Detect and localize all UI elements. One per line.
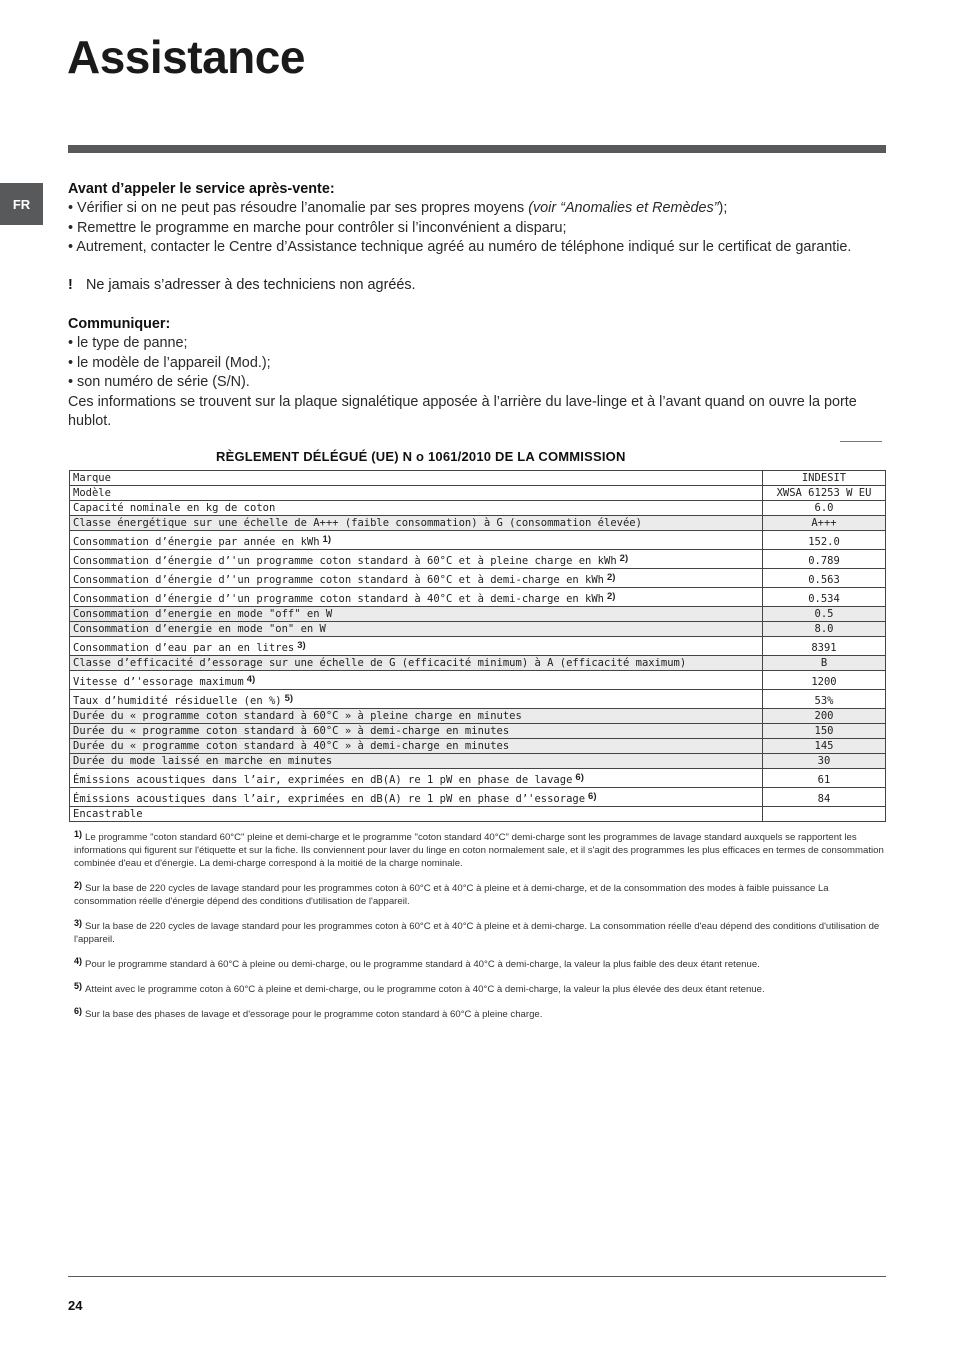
before-calling-item: [68, 199, 886, 218]
spec-label-text: Taux d’humidité résiduelle (en %): [73, 695, 282, 707]
footnote-number: 2): [74, 880, 83, 890]
spec-label: [70, 788, 763, 807]
table-row: [70, 739, 886, 754]
communicate-item: • le type de panne;: [68, 335, 188, 352]
spec-value: 30: [763, 754, 886, 769]
table-row: [70, 501, 886, 516]
table-row: [70, 754, 886, 769]
table-row: [70, 607, 886, 622]
spec-label: [70, 637, 763, 656]
spec-label: [70, 486, 763, 501]
item-text: • Vérifier si on ne peut pas résoudre l’anomalie par ses propres moyens: [68, 200, 529, 217]
footnote-ref: 5): [284, 693, 294, 704]
table-row: [70, 569, 886, 588]
spec-label: [70, 739, 763, 754]
table-row: [70, 516, 886, 531]
table-row: [70, 690, 886, 709]
page-number: 24: [68, 1298, 83, 1313]
spec-value: 6.0: [763, 501, 886, 516]
spec-label: [70, 569, 763, 588]
spec-label: [70, 769, 763, 788]
footnote-number: 3): [74, 918, 83, 928]
table-row: [70, 637, 886, 656]
table-row: [70, 724, 886, 739]
spec-value: 0.789: [763, 550, 886, 569]
spec-label: [70, 471, 763, 486]
footnote-text: Pour le programme standard à 60°C à pleine ou demi-charge, ou le programme standard à 40°C à demi-charge, la valeur la plus faible des deux étant retenue.: [85, 959, 760, 970]
warning-text: Ne jamais s’adresser à des techniciens non agréés.: [86, 277, 416, 293]
footnote: [74, 958, 884, 971]
warning-note: [68, 276, 416, 295]
footnote-ref: 3): [297, 640, 306, 651]
table-row: [70, 709, 886, 724]
spec-label: [70, 550, 763, 569]
footnote-ref: 1): [322, 534, 331, 545]
spec-label-text: Consommation d’énergie d’'un programme coton standard à 60°C et à pleine charge en kWh: [73, 555, 617, 567]
spec-label-text: Encastrable: [73, 808, 143, 820]
spec-label: [70, 754, 763, 769]
spec-label: [70, 622, 763, 637]
table-row: [70, 769, 886, 788]
spec-label: [70, 671, 763, 690]
item-reference: (voir “Anomalies et Remèdes”: [528, 200, 719, 217]
communicate-item: • son numéro de série (S/N).: [68, 374, 250, 391]
table-row: [70, 550, 886, 569]
footnote-number: 4): [74, 956, 83, 966]
spec-label-text: Consommation d’énergie par année en kWh: [73, 536, 320, 548]
regulation-title: RÈGLEMENT DÉLÉGUÉ (UE) N o 1061/2010 DE LA COMMISSION: [216, 449, 626, 464]
before-calling-item: • Remettre le programme en marche pour contrôler si l’inconvénient a disparu;: [68, 219, 567, 236]
spec-label-text: Marque: [73, 472, 111, 484]
footnote: [74, 1008, 884, 1021]
page-title: Assistance: [67, 31, 305, 83]
communicate-heading: Communiquer:: [68, 316, 171, 332]
spec-value: 0.563: [763, 569, 886, 588]
spec-value: 53%: [763, 690, 886, 709]
footnote-text: Sur la base des phases de lavage et d'essorage pour le programme coton standard à 60°C à pleine charge.: [85, 1009, 543, 1020]
spec-label: [70, 724, 763, 739]
item-text-end: );: [718, 200, 728, 217]
spec-label-text: Durée du « programme coton standard à 60°C » à demi-charge en minutes: [73, 725, 510, 737]
footnote-ref: 2): [607, 572, 616, 583]
before-calling-heading: Avant d’appeler le service après-vente:: [68, 181, 335, 197]
spec-value: XWSA 61253 W EU: [763, 486, 886, 501]
spec-label: [70, 516, 763, 531]
title-divider: [68, 145, 886, 153]
spec-value: 8.0: [763, 622, 886, 637]
spec-label: [70, 501, 763, 516]
footnotes: [74, 831, 884, 1033]
footnote-number: 1): [74, 829, 83, 839]
spec-label-text: Émissions acoustiques dans l’air, exprimées en dB(A) re 1 pW en phase d’'essorage: [73, 793, 586, 805]
spec-label: [70, 807, 763, 822]
spec-label: [70, 656, 763, 671]
spec-label-text: Durée du « programme coton standard à 60°C » à pleine charge en minutes: [73, 710, 522, 722]
spec-value: 0.534: [763, 588, 886, 607]
footnote: [74, 983, 884, 996]
spec-label-text: Consommation d’energie en mode "off" en W: [73, 608, 333, 620]
spec-label-text: Consommation d’eau par an en litres: [73, 642, 295, 654]
table-row: [70, 486, 886, 501]
spec-label-text: Durée du « programme coton standard à 40°C » à demi-charge en minutes: [73, 740, 510, 752]
footnote: [74, 920, 884, 946]
spec-label-text: Consommation d’énergie d’'un programme coton standard à 60°C et à demi-charge en kWh: [73, 574, 605, 586]
spec-value: 200: [763, 709, 886, 724]
spec-value: [763, 807, 886, 822]
footnote-ref: 2): [607, 591, 616, 602]
spec-label-text: Émissions acoustiques dans l’air, exprimées en dB(A) re 1 pW en phase de lavage: [73, 774, 573, 786]
table-row: [70, 471, 886, 486]
spec-label-text: Modèle: [73, 487, 111, 499]
spec-label-text: Consommation d’energie en mode "on" en W: [73, 623, 326, 635]
footnote-text: Sur la base de 220 cycles de lavage standard pour les programmes coton à 60°C et à 40°C à pleine et à demi-charge, et de la consommation des modes à faible puissance La consommation réelle d'énergie dépend des conditions d'utilisation de l'appareil.: [74, 883, 829, 907]
spec-label-text: Durée du mode laissé en marche en minutes: [73, 755, 333, 767]
spec-value: 1200: [763, 671, 886, 690]
spec-label: [70, 531, 763, 550]
spec-label-text: Consommation d’énergie d’'un programme coton standard à 40°C et à demi-charge en kWh: [73, 593, 605, 605]
spec-value: 0.5: [763, 607, 886, 622]
footnote-ref: 2): [619, 553, 629, 564]
spec-label: [70, 690, 763, 709]
footnote-ref: 6): [588, 791, 597, 802]
spec-value: 8391: [763, 637, 886, 656]
spec-label: [70, 607, 763, 622]
spec-label-text: Classe d’efficacité d’essorage sur une échelle de G (efficacité minimum) à A (efficacité maximum): [73, 657, 687, 669]
spec-value: 150: [763, 724, 886, 739]
before-calling-section: [68, 180, 886, 258]
footnote-text: Le programme "coton standard 60°C" pleine et demi-charge et le programme "coton standard 40°C" demi-charge sont les programmes de lavage standard auxquels se rapportent les informations qui figurent sur l'étiquette et sur la fiche. Ils conviennent pour laver du linge en coton normalement sale, et il s'agit des programmes les plus efficaces en termes de consommation combinée d'eau et d'énergie. La demi-charge correspond à la moitié de la charge nominale.: [74, 832, 884, 869]
footnote: [74, 831, 884, 870]
warning-icon: !: [68, 277, 73, 293]
spec-value: INDESIT: [763, 471, 886, 486]
spec-label: [70, 588, 763, 607]
footer-divider: [68, 1276, 886, 1277]
communicate-item: • le modèle de l’appareil (Mod.);: [68, 354, 271, 371]
communicate-section: [68, 315, 886, 431]
footnote-ref: 6): [575, 772, 584, 783]
table-row: [70, 807, 886, 822]
spec-value: B: [763, 656, 886, 671]
table-row: [70, 671, 886, 690]
footnote-text: Sur la base de 220 cycles de lavage standard pour les programmes coton à 60°C et à 40°C à pleine et à demi-charge. La consommation réelle d'eau dépend des conditions d'utilisation de l'appareil.: [74, 921, 880, 945]
table-row: [70, 588, 886, 607]
spec-label-text: Vitesse d’'essorage maximum: [73, 676, 244, 688]
spec-label-text: Capacité nominale en kg de coton: [73, 502, 276, 514]
communicate-paragraph: Ces informations se trouvent sur la plaque signalétique apposée à l’arrière du lave-linge et à l’avant quand on ouvre la porte hublot.: [68, 393, 857, 430]
spec-value: 152.0: [763, 531, 886, 550]
footnote-text: Atteint avec le programme coton à 60°C à pleine et demi-charge, ou le programme coton à 40°C à demi-charge, la valeur la plus élevée des deux étant retenue.: [85, 984, 765, 995]
decorative-line: [840, 441, 882, 442]
table-row: [70, 622, 886, 637]
specification-table: [69, 470, 886, 822]
spec-label: [70, 709, 763, 724]
spec-value: 61: [763, 769, 886, 788]
table-row: [70, 531, 886, 550]
spec-value: A+++: [763, 516, 886, 531]
footnote: [74, 882, 884, 908]
table-row: [70, 656, 886, 671]
spec-label-text: Classe énergétique sur une échelle de A+++ (faible consommation) à G (consommation élevée): [73, 517, 642, 529]
spec-value: 84: [763, 788, 886, 807]
footnote-number: 6): [74, 1006, 83, 1016]
footnote-number: 5): [74, 981, 83, 991]
before-calling-item: • Autrement, contacter le Centre d’Assistance technique agréé au numéro de téléphone indiqué sur le certificat de garantie.: [68, 239, 852, 256]
footnote-ref: 4): [246, 674, 256, 685]
language-tab: FR: [0, 183, 43, 225]
table-row: [70, 788, 886, 807]
spec-value: 145: [763, 739, 886, 754]
